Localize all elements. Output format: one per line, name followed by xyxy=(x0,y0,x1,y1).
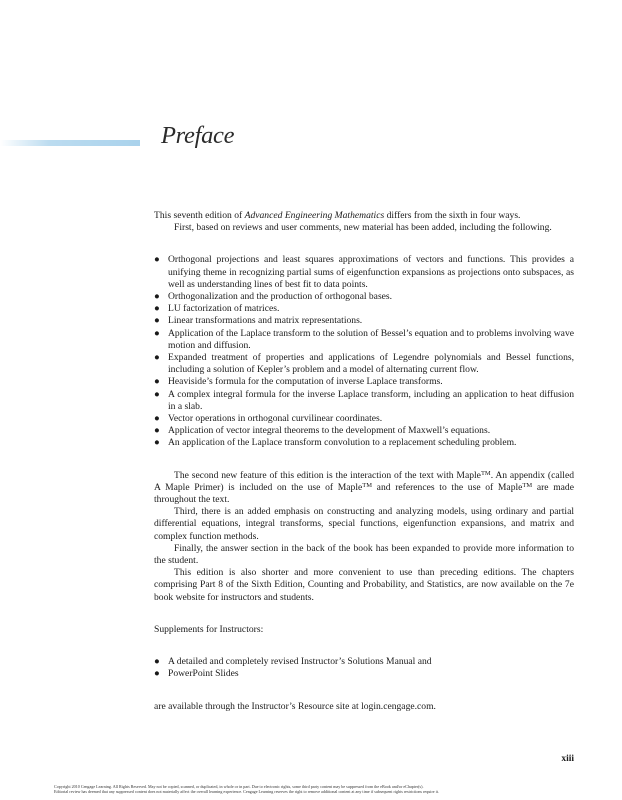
list-item: ● A complex integral formula for the inverse Laplace transform, including an application to heat diffusion in a slab. xyxy=(154,388,574,412)
bullet-icon: ● xyxy=(154,388,160,400)
list-item: ● An application of the Laplace transform convolution to a replacement scheduling problem. xyxy=(154,437,517,449)
bullet-icon: ● xyxy=(154,437,160,449)
intro-paragraph: This seventh edition of Advanced Engineering Mathematics differs from the sixth in four ways. xyxy=(154,210,521,221)
list-item: ● LU factorization of matrices. xyxy=(154,303,280,315)
bullet-icon: ● xyxy=(154,254,160,266)
bullet-icon: ● xyxy=(154,315,160,327)
list-item: ● A detailed and completely revised Instructor’s Solutions Manual and xyxy=(154,656,432,668)
bullet-icon: ● xyxy=(154,376,160,388)
copyright-line: Copyright 2010 Cengage Learning. All Rights Reserved. May not be copied, scanned, or duplicated, in whole or in part. Due to electronic rights, some third party content may be suppressed from the eBook and/or eChapter(s). xyxy=(54,784,424,789)
bullet-icon: ● xyxy=(154,303,160,315)
copyright-notice xyxy=(54,784,594,795)
maple-paragraph: The second new feature of this edition is the interaction of the text with Maple™. An appendix (called A Maple Primer) is included on the use of Maple™ and references to the use of Maple™ are made throughout the text. xyxy=(154,469,575,506)
trademark-mark: TM xyxy=(362,481,373,489)
list-item: ● PowerPoint Slides xyxy=(154,668,239,680)
list-item: ● Application of the Laplace transform to the solution of Bessel’s equation and to problems involving wave motion and diffusion. xyxy=(154,327,574,351)
list-item: ● Heaviside’s formula for the computation of inverse Laplace transforms. xyxy=(154,376,443,388)
preface-body xyxy=(154,210,574,713)
list-item: ● Orthogonal projections and least squares approximations of vectors and functions. This provides a unifying theme in recognizing partial sums of eigenfunction expansions as projections onto subspaces, as well as understanding lines of best fit to data points. xyxy=(154,254,574,290)
copyright-line: Editorial review has deemed that any suppressed content does not materially affect the overall learning experience. Cengage Learning reserves the right to remove additional content at any time if subsequent rights restrictions require it. xyxy=(54,789,439,795)
shorter-edition-paragraph: This edition is also shorter and more convenient to use than preceding editions. The chapters comprising Part 8 of the Sixth Edition, Counting and Probability, and Statistics, are now available on the 7e book website for instructors and students. xyxy=(154,567,574,603)
answers-paragraph: Finally, the answer section in the back of the book has been expanded to provide more information to the student. xyxy=(154,542,574,567)
list-item: ● Expanded treatment of properties and applications of Legendre polynomials and Bessel functions, including a solution of Kepler’s problem and a model of alternating current flow. xyxy=(154,352,574,376)
bullet-icon: ● xyxy=(154,425,160,437)
availability-text: are available through the Instructor’s Resource site at login.cengage.com. xyxy=(154,700,436,712)
list-item: ● Linear transformations and matrix representations. xyxy=(154,315,363,327)
bullet-icon: ● xyxy=(154,668,160,680)
modeling-paragraph: Third, there is an added emphasis on constructing and analyzing models, using ordinary and partial differential equations, integral transforms, special functions, eigenfunction expansions, and matrix and complex function methods. xyxy=(154,506,574,542)
bullet-icon: ● xyxy=(154,327,160,339)
list-item: ● Vector operations in orthogonal curvilinear coordinates. xyxy=(154,413,383,425)
supplements-heading: Supplements for Instructors: xyxy=(154,623,264,635)
page-number: xiii xyxy=(561,754,574,764)
book-title: Advanced Engineering Mathematics xyxy=(244,210,385,221)
title-accent-rule xyxy=(0,140,140,146)
supplements-list xyxy=(154,656,574,680)
new-material-list xyxy=(154,254,574,449)
bullet-icon: ● xyxy=(154,352,160,364)
new-material-intro: First, based on reviews and user comments, new material has been added, including the following. xyxy=(174,222,552,234)
bullet-icon: ● xyxy=(154,413,160,425)
list-item: ● Application of vector integral theorems to the development of Maxwell’s equations. xyxy=(154,425,491,437)
bullet-icon: ● xyxy=(154,656,160,668)
list-item: ● Orthogonalization and the production of orthogonal bases. xyxy=(154,291,393,303)
bullet-icon: ● xyxy=(154,291,160,303)
page-title: Preface xyxy=(161,122,235,149)
trademark-mark: TM xyxy=(522,481,533,489)
trademark-mark: TM xyxy=(480,469,491,477)
